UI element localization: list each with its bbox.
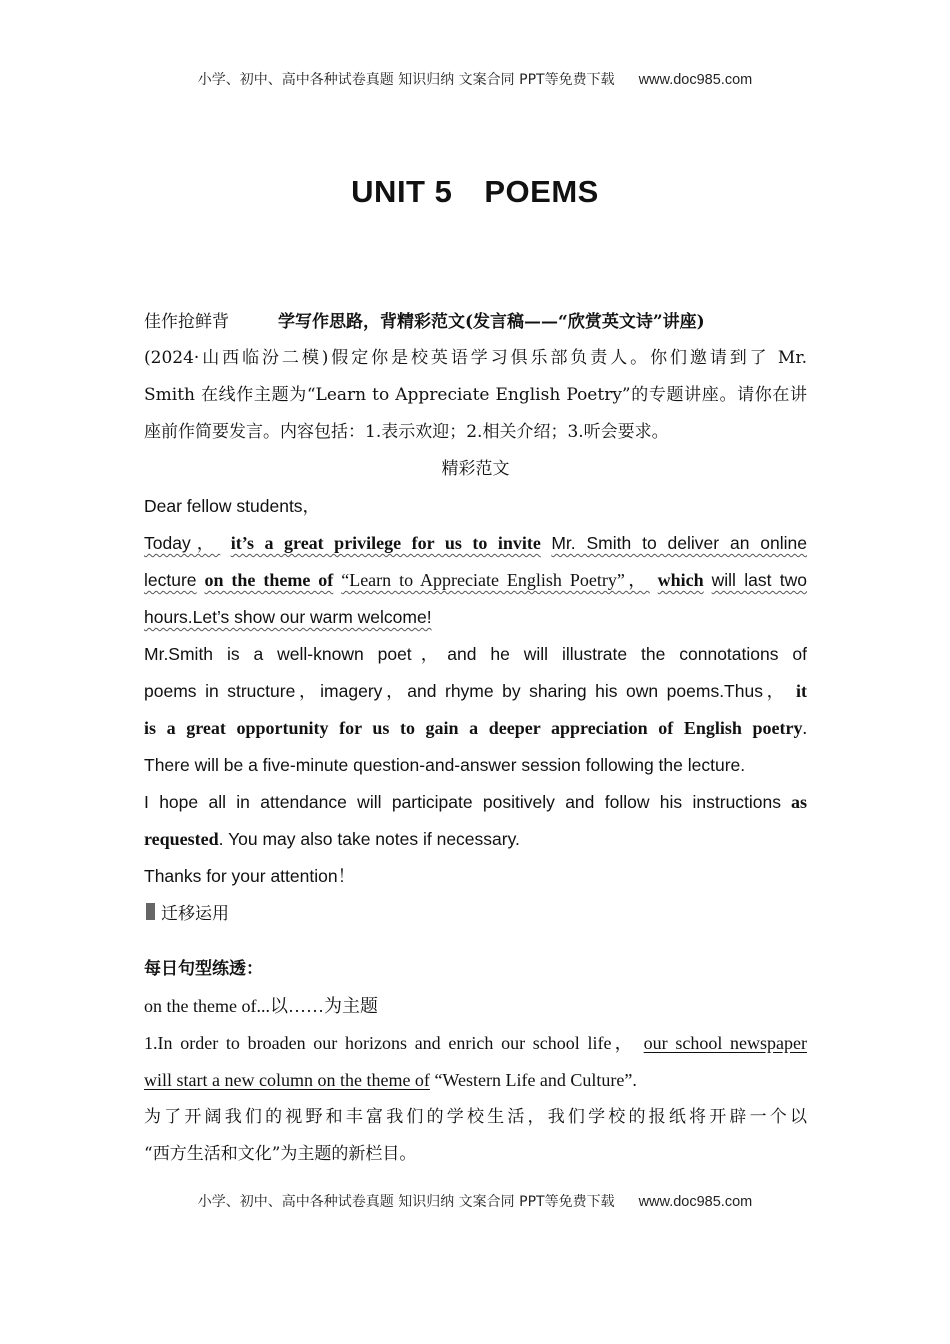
header-site[interactable]: www.doc985.com	[638, 72, 753, 88]
header-text: 小学、初中、高中各种试卷真题 知识归纳 文案合同 PPT等免费下载	[197, 72, 615, 88]
example-1-line-2	[144, 1062, 807, 1099]
essay-p1-g: which	[657, 570, 704, 590]
essay-p2-line-3	[144, 710, 807, 747]
essay-p1-c: Mr. Smith to deliver an online	[551, 533, 807, 553]
essay-p1-line-3	[144, 599, 807, 636]
title-name: POEMS	[484, 174, 599, 209]
essay-p4-l2b: . You may also take notes if necessary.	[218, 829, 520, 849]
essay-p1-a: Today，	[144, 533, 221, 553]
example-1-d: “Western Life and Culture”.	[434, 1070, 637, 1090]
prompt-line-2: Smith 在线作主题为“Learn to Appreciate English Poetry”的专题讲座。请你在讲	[144, 385, 807, 405]
essay-p2-l2a: poems in structure，imagery，and rhyme by sharing his own poems.Thus，	[144, 681, 788, 701]
essay-p1-i: hours.Let’s show our warm welcome!	[144, 607, 432, 627]
essay-p2-l3: is a great opportunity for us to gain a deeper appreciation of English poetry	[144, 718, 803, 738]
daily-pattern-heading: 每日句型练透：	[144, 959, 263, 979]
essay-p2-line-2	[144, 673, 807, 710]
essay-p4-l1a: I hope all in attendance will participate positively and follow his instructions	[144, 792, 782, 812]
example-1-a: 1.In order to broaden our horizons and enrich our school life，	[144, 1033, 636, 1053]
translation-line-2: “西方生活和文化”为主题的新栏目。	[144, 1144, 417, 1164]
example-1-b: our school newspaper	[643, 1033, 808, 1053]
translation-line-1: 为了开阔我们的视野和丰富我们的学校生活，我们学校的报纸将开辟一个以	[144, 1107, 807, 1127]
page-title	[0, 174, 950, 210]
essay-p2-line-1: Mr.Smith is a well-known poet，and he will illustrate the connotations of	[144, 644, 807, 664]
essay-p2-l3end: .	[802, 718, 807, 738]
model-essay-title: 精彩范文	[441, 459, 510, 479]
essay-p1-f: “Learn to Appreciate English Poetry”，	[341, 570, 650, 590]
essay-p1-b: it’s a great privilege for us to invite	[230, 533, 541, 553]
section-heading	[144, 303, 807, 340]
page-header	[0, 69, 950, 89]
section-label: 佳作抢鲜背	[144, 312, 229, 332]
essay-p1-d: lecture	[144, 570, 197, 590]
prompt-line-1: (2024·山西临汾二模)假定你是校英语学习俱乐部负责人。你们邀请到了 Mr.	[144, 348, 807, 368]
pattern-line: on the theme of...以……为主题	[144, 996, 378, 1016]
essay-p4-line-1	[144, 784, 807, 821]
transfer-heading	[144, 895, 807, 932]
essay-p1-e: on the theme of	[204, 570, 334, 590]
essay-p1-h: will last two	[711, 570, 807, 590]
example-1-line-1	[144, 1025, 807, 1062]
example-1-c: will start a new column on the theme of	[144, 1070, 430, 1090]
section-bar-icon	[146, 903, 155, 920]
prompt-line-3: 座前作简要发言。内容包括：1.表示欢迎；2.相关介绍；3.听会要求。	[144, 422, 669, 442]
footer-text: 小学、初中、高中各种试卷真题 知识归纳 文案合同 PPT等免费下载	[197, 1194, 615, 1210]
section-subtitle: 学写作思路，背精彩范文(发言稿——“欣赏英文诗”讲座)	[278, 312, 705, 332]
essay-p1-line-1	[144, 525, 807, 562]
footer-site[interactable]: www.doc985.com	[638, 1194, 753, 1210]
document-body	[144, 303, 807, 1173]
essay-p4-line-2	[144, 821, 807, 858]
essay-p4-l2a: requested	[144, 829, 219, 849]
essay-p3: There will be a five-minute question-and-answer session following the lecture.	[144, 755, 746, 775]
page-footer	[0, 1191, 950, 1211]
essay-p1-line-2	[144, 562, 807, 599]
essay-p2-l2b: it	[796, 681, 808, 701]
essay-p4-l1b: as	[791, 792, 808, 812]
transfer-label: 迁移运用	[161, 904, 229, 924]
essay-closing: Thanks for your attention！	[144, 866, 356, 886]
essay-greeting: Dear fellow students，	[144, 496, 321, 516]
title-unit: UNIT 5	[351, 174, 453, 209]
